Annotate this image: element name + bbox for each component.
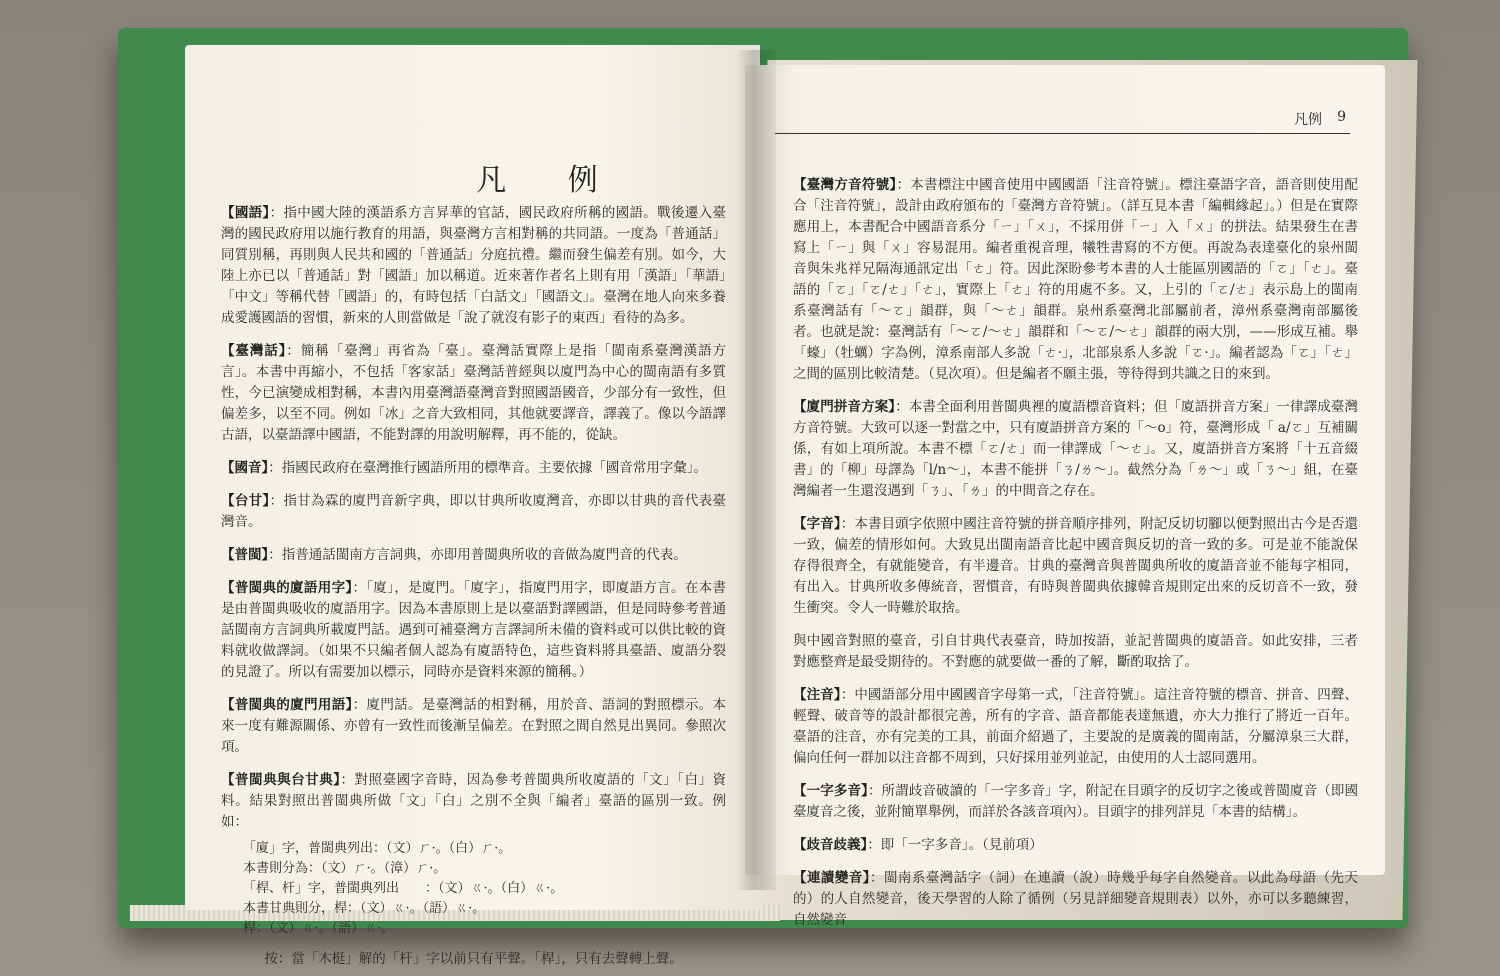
entry-term: 【國語】 bbox=[221, 205, 270, 221]
running-header bbox=[775, 107, 1350, 134]
entry-term: 【國音】 bbox=[221, 460, 269, 476]
entry-text: ：即「一字多音」。（見前項） bbox=[867, 837, 1043, 853]
entry-term: 【廈門拼音方案】 bbox=[793, 399, 896, 415]
entry-text: ：閩南系臺灣話字（詞）在連讀（說）時幾乎每字自然變音。以此為母語（先天的）的人自然變音，後天學習的人除了循例（另見詳細變音規則表）以外，亦可以多聽練習，自然變音 bbox=[793, 870, 1359, 928]
entry-term: 【連讀變音】 bbox=[793, 870, 870, 886]
entry-term: 【歧音歧義】 bbox=[793, 837, 868, 853]
entry bbox=[793, 835, 1358, 856]
entry-term: 【普閩典的廈語用字】 bbox=[221, 580, 353, 596]
entry-text: ：本書目頭字依照中國注音符號的拼音順序排列，附記反切切腳以便對照出古今是否還一致，偏差的情形如何。大致見出閩南語音比起中國音與反切的音一致的多。可是並不能說保存得很齊全，有就能變音，有半邊音。甘典的臺灣音與普閩典所收的廈語音並不能每字相同，有出入。甘典所收多傳統音，習慣音，有時與普閩典依據韓音規則定出來的反切音不一致，發生衝突。令人一時難於取捨。 bbox=[793, 516, 1359, 616]
entry-text: ：對照臺國字音時，因為參考普閩典所收廈語的「文」「白」資料。結果對照出普閩典所做「文」「白」之別不全與「編者」臺語的區別一致。例如： bbox=[221, 772, 726, 830]
entry bbox=[221, 341, 726, 446]
entry-text: ：簡稱「臺灣」再省為「臺」。臺灣話實際上是指「閩南系臺灣漢語方言」。本書中再縮小，不包括「客家話」臺灣話普經與以廈門為中心的閩南語有多質性，今已演變成相對稱，本書內用臺灣語臺灣音對照國語國音，少部分有一致性，但偏差多，以至不同。例如「冰」之音大致相同，其他就要譯音，譯義了。像以今語譯古語，以臺語譯中國語，不能對譯的用說明解釋，再不能的，從缺。 bbox=[221, 343, 727, 443]
header-title: 凡例 bbox=[1294, 112, 1322, 128]
note-line: 按：當「木梃」解的「杆」字以前只有平聲。「桿」，只有去聲轉上聲。 bbox=[264, 951, 683, 967]
entry-text: ：「廈」，是廈門。「廈字」，指廈門用字，即廈語方言。在本書是由普閩典吸收的廈語用字。因為本書原則上是以臺語對譯國語，但是同時參考普通話閩南方言詞典所載廈門話。遇到可補臺灣方言譯詞所未備的資料或可以供比較的資料就收做譯詞。（如果不只編者個人認為有廈語特色，這些資料將具臺語、廈語分裂的見證了。所以有需要加以標示，同時亦是資料來源的簡稱。） bbox=[221, 580, 727, 680]
entry-text: ：指普通話閩南方言詞典，亦即用普閩典所收的音做為廈門音的代表。 bbox=[268, 547, 687, 563]
entry-term: 【字音】 bbox=[793, 516, 841, 532]
entry bbox=[793, 868, 1358, 931]
page-title: 凡 例 bbox=[476, 163, 624, 198]
entry-term: 【台甘】 bbox=[221, 493, 270, 509]
entry-term: 【普閩典的廈門用語】 bbox=[221, 697, 353, 713]
entry bbox=[793, 397, 1358, 502]
entry bbox=[221, 491, 726, 533]
book-gutter bbox=[736, 50, 776, 890]
example-line: 「桿、杆」字，普閩典列出 ：（文）ㄍ·。（白）ㄍ·。 bbox=[243, 881, 564, 896]
entry-term: 【注音】 bbox=[793, 687, 841, 703]
example-line: 本書甘典則分，桿：（文）ㄍ·。（語）ㄍ·。 bbox=[243, 901, 486, 916]
right-page bbox=[745, 65, 1385, 928]
entry bbox=[221, 545, 726, 566]
entry bbox=[221, 458, 726, 479]
example-line: 桿：（文）ㄍ·。（語）ㄍ·。 bbox=[243, 921, 395, 936]
left-entries bbox=[221, 203, 726, 970]
entry-term: 【普閩典與台甘典】 bbox=[221, 772, 341, 788]
entry-text: ：指國民政府在臺灣推行國語所用的標準音。主要依據「國音常用字彙」。 bbox=[268, 460, 707, 476]
right-entries bbox=[793, 175, 1358, 943]
left-page bbox=[185, 45, 760, 967]
entry-term: 【臺灣話】 bbox=[221, 343, 287, 359]
entry bbox=[793, 175, 1358, 385]
entry-text: ：指中國大陸的漢語系方言昇華的官話，國民政府所稱的國語。戰後遷入臺灣的國民政府用以施行教育的用語，與臺灣方言相對稱的共同語。一度為「普通話」同質別稱，再則與人民共和國的「普通話」分庭抗禮。繼而發生偏差有別。如今，大陸上亦已以「普通話」對「國語」加以稱道。近來著作者名上則有用「漢語」「華語」「中文」等稱代替「國語」的，有時包括「白話文」「國語文」。臺灣在地人向來多養成愛護國語的習慣，新來的人則當做是「說了就沒有影子的東西」看待的為多。 bbox=[221, 205, 727, 326]
entry bbox=[793, 781, 1358, 823]
entry-text: ：指甘為霖的廈門音新字典，即以甘典所收廈灣音，亦即以甘典的音代表臺灣音。 bbox=[221, 493, 727, 530]
entry-term: 【普閩】 bbox=[221, 547, 269, 563]
entry-term: 【臺灣方音符號】 bbox=[793, 177, 897, 193]
entry-term: 【一字多音】 bbox=[793, 783, 868, 799]
entry-text: ：廈門話。是臺灣話的相對稱，用於音、語詞的對照標示。本來一度有難源關係、亦曾有一致性而後漸呈偏差。在對照之間自然見出異同。參照次項。 bbox=[221, 697, 727, 755]
entry bbox=[793, 685, 1358, 769]
entry bbox=[221, 770, 726, 833]
entry-text: ：中國語部分用中國國音字母第一式，「注音符號」。這注音符號的標音、拼音、四聲、輕聲、破音等的設計都很完善，所有的字音、語音都能表達無遺，亦大力推行了將近一百年。臺語的注音，亦有完美的工具，前面介紹過了，主要說的是廣義的閩南話，分屬漳泉三大群，偏向任何一群加以注音都不周到，只好採用並列並記，由使用的人士認同選用。 bbox=[793, 687, 1358, 766]
example-line: 「廈」字，普閩典列出：（文）ㄏ·。（白）ㄏ·。 bbox=[243, 841, 512, 856]
examples-block bbox=[243, 839, 726, 939]
entry bbox=[793, 514, 1358, 619]
entry bbox=[221, 203, 726, 329]
page-number: 9 bbox=[1337, 109, 1346, 125]
entry-text: ：所謂歧音破讀的「一字多音」字，附記在目頭字的反切字之後或普閩廈音（即國臺廈音之後，並附簡單舉例，而詳於各該音項內）。目頭字的排列詳見「本書的結構」。 bbox=[793, 783, 1359, 820]
entry bbox=[221, 695, 726, 758]
entry bbox=[221, 578, 726, 683]
entry-text: 與中國音對照的臺音，引自甘典代表臺音，時加按語，並記普閩典的廈語音。如此安排，三者對應整齊是最受期待的。不對應的就要做一番的了解，斷酌取捨了。 bbox=[793, 633, 1358, 670]
entry-text: ：本書全面利用普閩典裡的廈語標音資料；但「廈語拼音方案」一律譯成臺灣方音符號。大致可以逐一對當之中，只有廈語拼音方案的「～o」符，臺灣形成「 a/ㄛ」互補關係，有如上項所說。本書不標「ㄛ/ㄜ」而一律譯成「～ㄜ」。又，廈語拼音方案將「十五音綴書」的「柳」母譯為「l/n～」，本書不能拼「ㄋ/ㄌ～」。截然分為「ㄌ～」或「ㄋ～」組，在臺灣編者一生還沒遇到「ㄋ」、「ㄌ」的中間音之存在。 bbox=[793, 399, 1359, 499]
entry-text: ：本書標注中國音使用中國國語「注音符號」。標注臺語字音，語音則使用配合「注音符號」，設計由政府頒布的「臺灣方音符號」。（詳互見本書「編輯緣起」。）但是在實際應用上，本書配合中國語音系分「ㄧ」「ㄨ」，不採用併「ㄧ」入「ㄨ」的拼法。結果發生在書寫上「ㄧ」與「ㄨ」容易混用。編者重視音理，犧牲書寫的不方便。再說為表達臺化的泉州閩音與朱兆祥兄隔海通訊定出「ㄜ」符。因此深盼參考本書的人士能區別國語的「ㄛ」「ㄜ」。臺語的「ㄛ」「ㄛ/ㄜ」「ㄜ」，實際上「ㄜ」符的用處不多。又，上引的「ㄛ/ㄜ」表示島上的閩南系臺灣話有「～ㄛ」韻群，與「～ㄜ」韻群。泉州系臺灣北部屬前者，漳州系臺灣南部屬後者。也就是說：臺灣話有「～ㄛ/～ㄜ」韻群和「～ㄛ/～ㄜ」韻群的兩大別，——形成互補。舉「蠔」（牡蠣）字為例，漳系南部人多說「ㄜ·」，北部泉系人多說「ㄛ·」。編者認為「ㄛ」「ㄜ」之間的區別比較清楚。（見次項）。但是編者不願主張，等待得到共識之日的來到。 bbox=[793, 177, 1359, 382]
entry bbox=[793, 631, 1358, 673]
example-line: 本書則分為：（文）ㄏ·。（漳）ㄏ·。 bbox=[243, 861, 447, 876]
